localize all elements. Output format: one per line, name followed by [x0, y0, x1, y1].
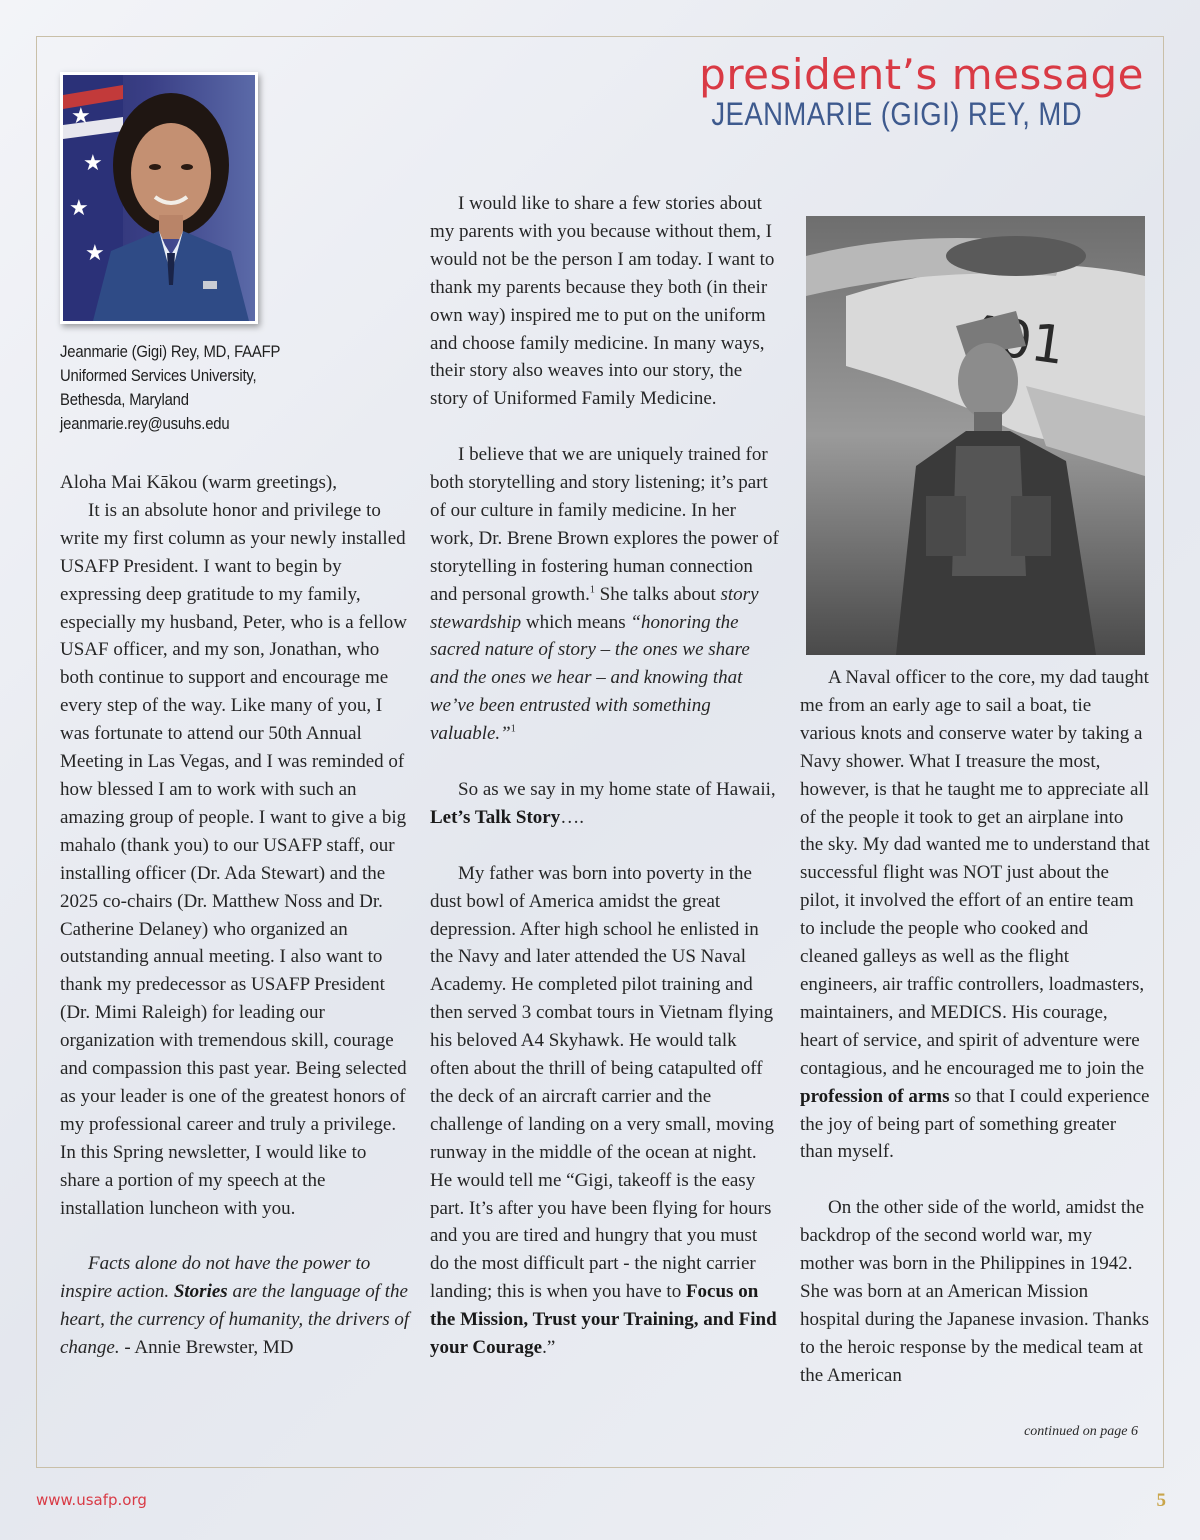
caption-location: Bethesda, Maryland — [60, 391, 189, 409]
text: so that I could experience the joy of being part of something greater than myself. — [800, 1085, 1150, 1163]
column-1 — [60, 469, 410, 1362]
caption-institution: Uniformed Services University, — [60, 367, 257, 385]
paragraph — [430, 776, 780, 832]
paragraph: I would like to share a few stories about my parents with you because without them, I would not be the person I am today. I want to thank my parents because they both (in their own way) inspired me to put on the uniform and choose family medicine. In many ways, their story also weaves into our story, the story of Uniformed Family Medicine. — [430, 193, 775, 410]
inline-quote: “honoring the sacred nature of story – the ones we share and the ones we hear – and knowing that we’ve been entrusted with something valuable.” — [430, 611, 750, 745]
svg-text:★: ★ — [83, 150, 103, 175]
quote-attribution: - Annie Brewster, MD — [124, 1337, 294, 1359]
paragraph — [800, 664, 1150, 1166]
svg-text:★: ★ — [71, 103, 91, 128]
text: I believe that we are uniquely trained for both storytelling and story listening; it’s part of our culture in family medicine. In her work, Dr. Brene Brown explores the power of storytelling in fostering human connection and personal growth. — [430, 444, 779, 605]
caption-email: jeanmarie.rey@usuhs.edu — [60, 415, 230, 433]
quote-text: are the language of the heart, the currency of humanity, the drivers of change. — [60, 1281, 410, 1359]
text: My father was born into poverty in the dust bowl of America amidst the great depression. After high school he enlisted in the Navy and later attended the US Naval Academy. He completed pilot training and then served 3 combat tours in Vietnam flying his beloved A4 Skyhawk. He would talk often about the thrill of being catapulted off the deck of an aircraft carrier and the challenge of landing on a very small, moving runway in the middle of the ocean at night. He would tell me “Gigi, takeoff is the easy part. It’s after you have been flying for hours and you are tired and hungry that you must do the most difficult part - the night carrier landing; this is when you have to — [430, 862, 775, 1303]
father-photo — [806, 216, 1145, 655]
text: which means — [525, 611, 626, 633]
author-name: JEANMARIE (GIGI) REY, MD — [711, 96, 1082, 132]
caption-name: Jeanmarie (Gigi) Rey, MD, FAAFP — [60, 343, 281, 361]
svg-text:★: ★ — [69, 195, 89, 220]
footnote-ref: 1 — [589, 584, 595, 596]
text: .” — [542, 1337, 556, 1359]
paragraph: On the other side of the world, amidst the backdrop of the second world war, my mother was born in the Philippines in 1942. She was born at an American Mission hospital during the Japanese invasion. Thanks to the heroic response by the medical team at the American — [800, 1197, 1149, 1386]
column-3 — [800, 664, 1150, 1390]
svg-text:★: ★ — [85, 240, 105, 265]
bold-text: Focus on the Mission, Trust your Training, and Find your Courage — [430, 1281, 777, 1359]
quote-text: Facts alone do not have the power to inspire action. — [60, 1253, 371, 1303]
paragraph — [430, 860, 780, 1362]
footer-url[interactable]: www.usafp.org — [36, 1491, 147, 1509]
footnote-ref: 1 — [510, 723, 516, 735]
bold-text: profession of arms — [800, 1085, 950, 1107]
paragraph — [430, 441, 780, 748]
emphasis: story stewardship — [430, 583, 759, 633]
text: She talks about — [599, 583, 716, 605]
quote-emphasis: Stories — [173, 1281, 228, 1303]
greeting: Aloha Mai Kākou (warm greetings), — [60, 472, 338, 493]
section-title: president’s message — [699, 50, 1144, 99]
text: …. — [560, 806, 584, 828]
bold-text: Let’s Talk Story — [430, 806, 561, 828]
continued-note: continued on page 6 — [1024, 1424, 1138, 1439]
author-portrait — [60, 72, 258, 324]
text: A Naval officer to the core, my dad taught me from an early age to sail a boat, tie various knots and conserve water by taking a Navy shower. What I treasure the most, however, is that he taught me to appreciate all of the people it took to get an airplane into the sky. My dad wanted me to understand that successful flight was NOT just about the pilot, it involved the effort of an entire team to include the people who cooked and cleaned galleys as well as the flight engineers, air traffic controllers, loadmasters, maintainers, and MEDICS. His courage, heart of service, and spirit of adventure were contagious, and he encouraged me to join the — [800, 667, 1150, 1079]
page-number: 5 — [1156, 1490, 1166, 1511]
paragraph: It is an absolute honor and privilege to write my first column as your newly installed USAFP President. I want to begin by expressing deep gratitude to my family, especially my husband, Peter, who is a fellow USAF officer, and my son, Jonathan, who both continue to support and encourage me every step of the way. Like many of you, I was fortunate to attend our 50th Annual Meeting in Las Vegas, and I was reminded of how blessed I am to work with such an amazing group of people. I want to give a big mahalo (thank you) to our USAFP staff, our installing officer (Dr. Ada Stewart) and the 2025 co-chairs (Dr. Matthew Noss and Dr. Catherine Delaney) who organized an outstanding annual meeting. I also want to thank my predecessor as USAFP President (Dr. Mimi Raleigh) for leading our organization with tremendous skill, courage and compassion this past year. Being selected as your leader is one of the greatest honors of my professional career and truly a privilege. In this Spring newsletter, I would like to share a portion of my speech at the installation luncheon with you. — [60, 499, 407, 1219]
column-2 — [430, 190, 780, 1362]
text: So as we say in my home state of Hawaii, — [458, 779, 776, 800]
author-caption — [60, 340, 330, 436]
pull-quote — [60, 1250, 410, 1362]
